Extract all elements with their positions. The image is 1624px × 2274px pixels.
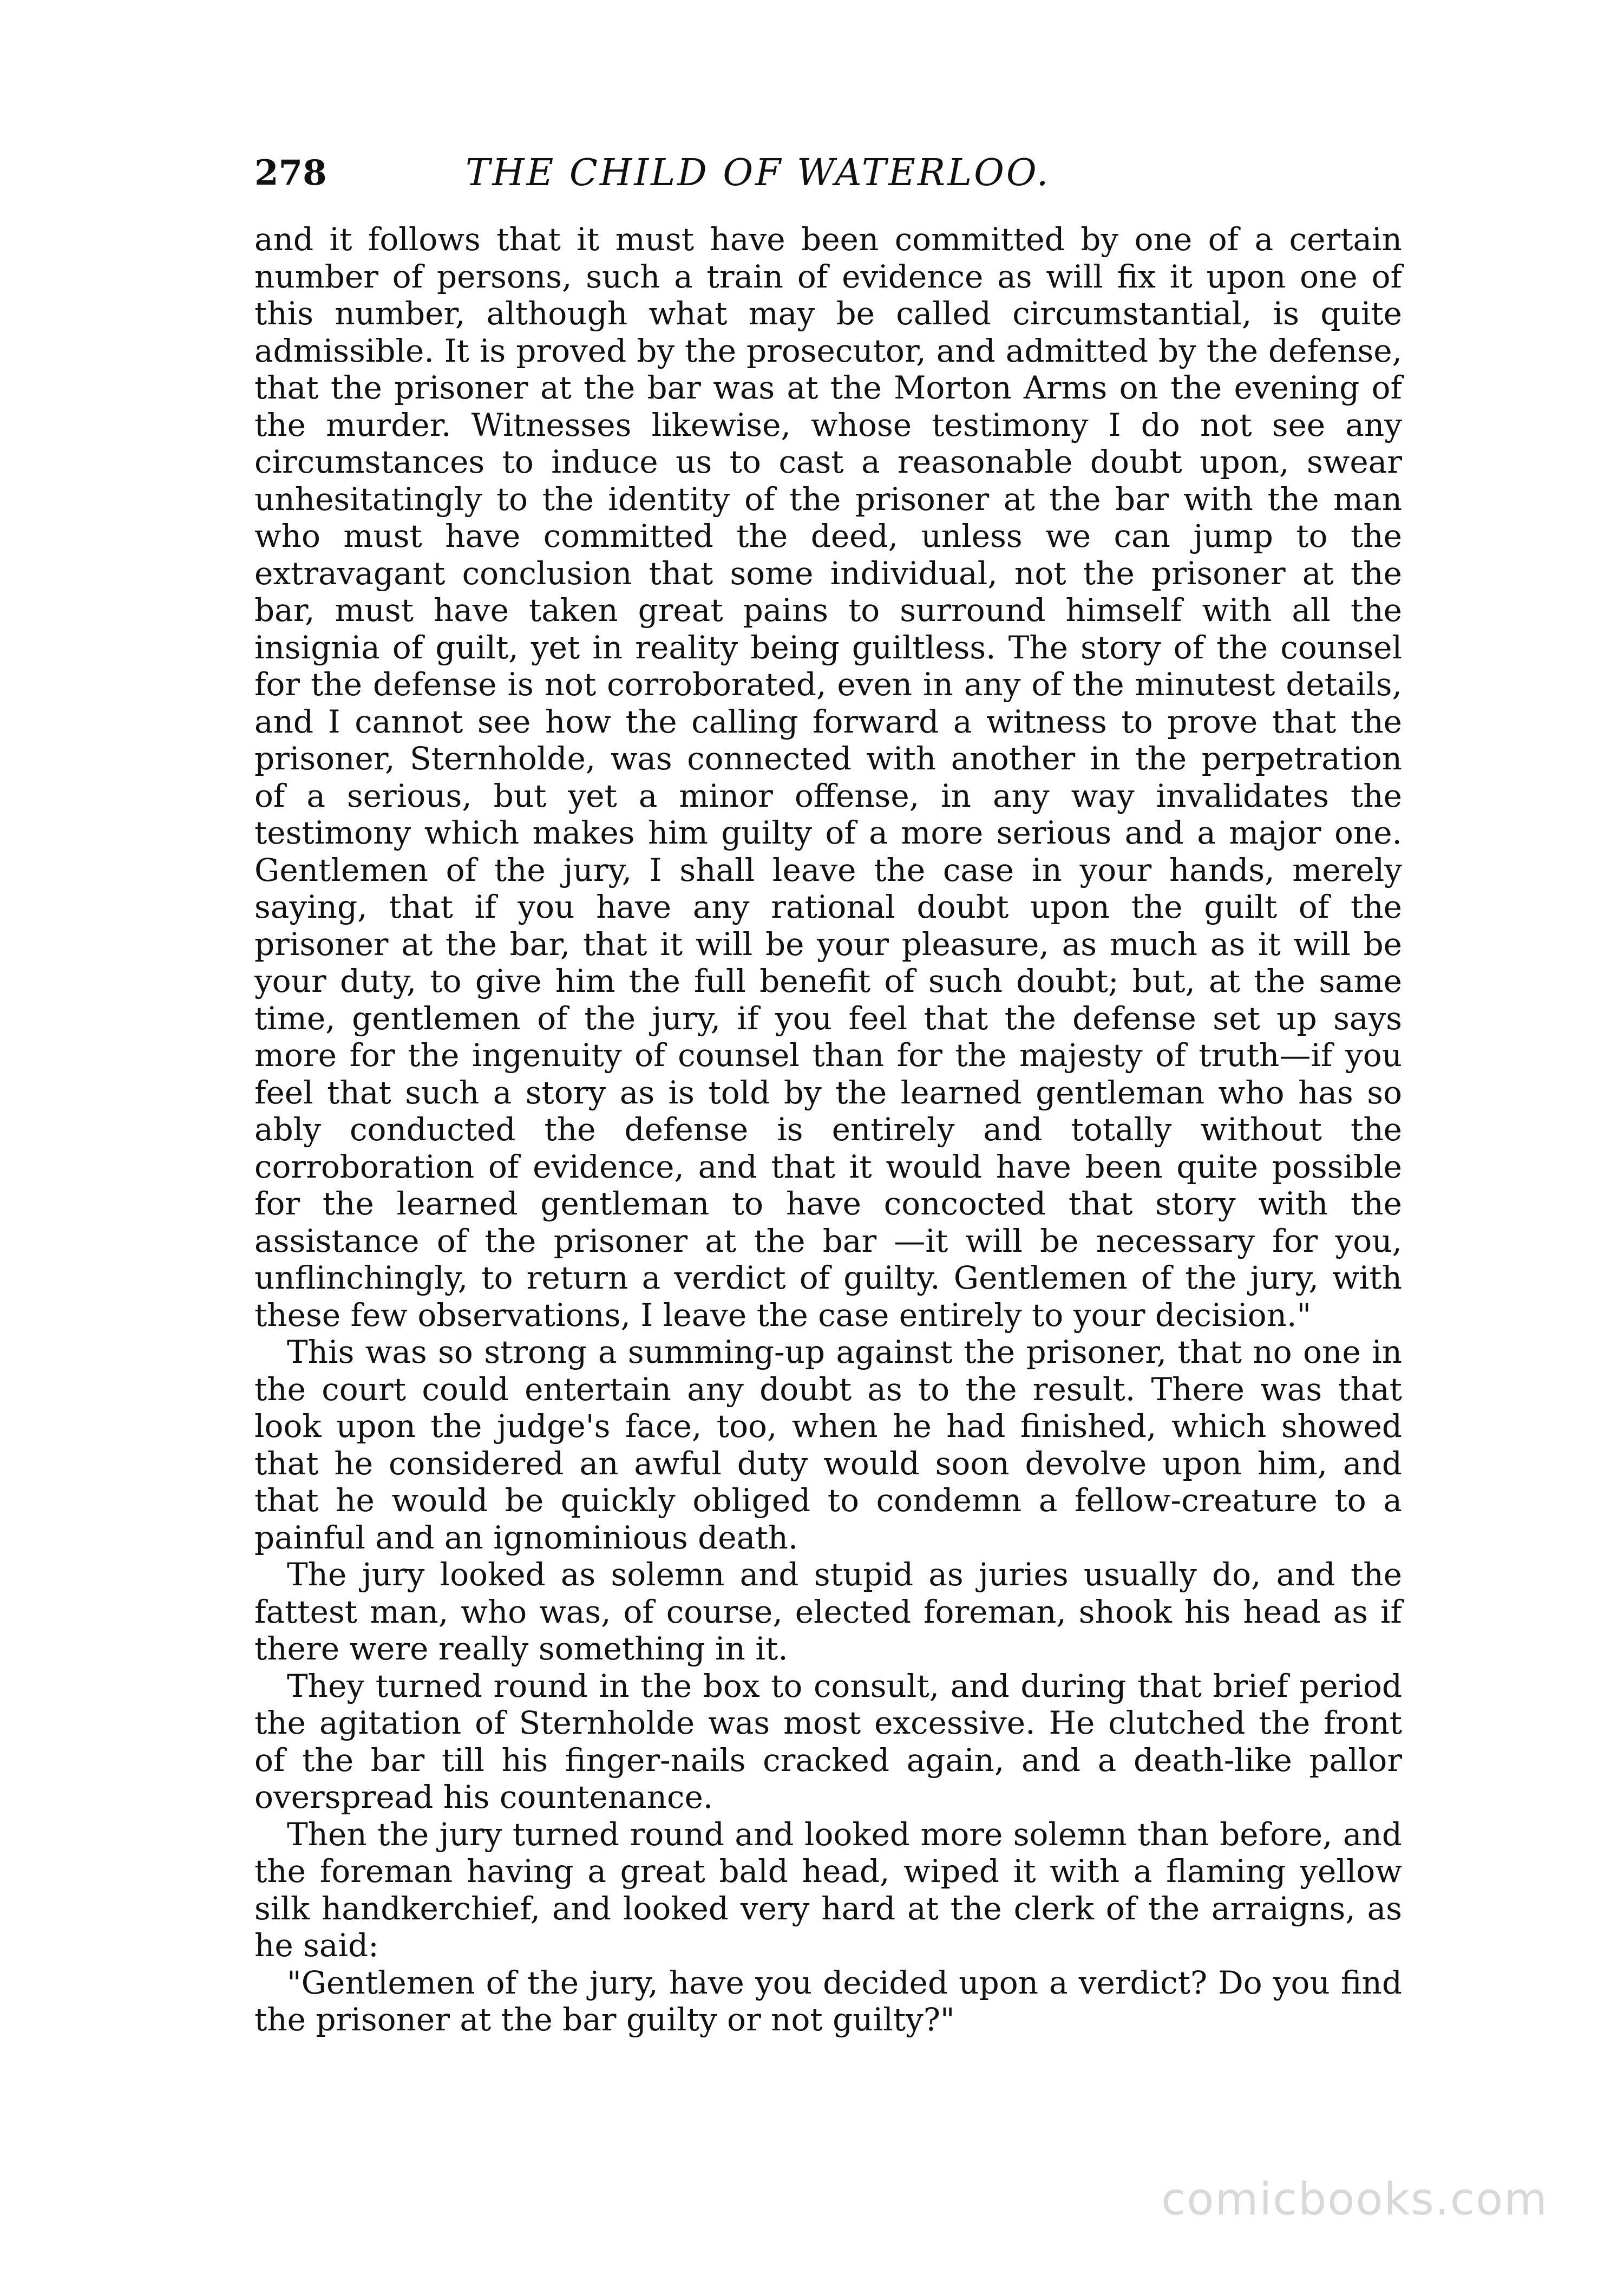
paragraph-jury-consult: They turned round in the box to consult, and during that brief period the agitation of Sternholde was most excessive. He clutched the front of the bar till his finger-nails cracked again, and a death-like pallor overspread his countenance. — [254, 1667, 1402, 1815]
paragraph-judge-summing-up: and it follows that it must have been committed by one of a certain number of persons, such a train of evidence as will fix it upon one of this number, although what may be called circumstantial, is quite admissible. It is proved by the prosecutor, and admitted by the defense, that the prisoner at the bar was at the Morton Arms on the evening of the murder. Witnesses likewise, whose testimony I do not see any circumstances to induce us to cast a reasonable doubt upon, swear unhesitatingly to the identity of the prisoner at the bar with the man who must have committed the deed, unless we can jump to the extravagant conclusion that some individual, not the prisoner at the bar, must have taken great pains to surround himself with all the insignia of guilt, yet in reality being guiltless. The story of the counsel for the defense is not corroborated, even in any of the minutest details, and I cannot see how the calling forward a witness to prove that the prisoner, Sternholde, was connected with another in the perpetration of a serious, but yet a minor offense, in any way invalidates the testimony which makes him guilty of a more serious and a major one. Gentlemen of the jury, I shall leave the case in your hands, merely saying, that if you have any rational doubt upon the guilt of the prisoner at the bar, that it will be your pleasure, as much as it will be your duty, to give him the full benefit of such doubt; but, at the same time, gentlemen of the jury, if you feel that the defense set up says more for the ingenuity of counsel than for the majesty of truth—if you feel that such a story as is told by the learned gentleman who has so ably conducted the defense is entirely and totally without the corroboration of evidence, and that it would have been quite possible for the learned gentleman to have concocted that story with the assistance of the prisoner at the bar —it will be necessary for you, unflinchingly, to return a verdict of guilty. Gentlemen of the jury, with these few observations, I leave the case entirely to your decision." — [254, 221, 1402, 1334]
text-body — [254, 221, 1402, 2038]
book-title: THE CHILD OF WATERLOO. — [466, 152, 1051, 194]
paragraph-summing-up-reaction: This was so strong a summing-up against the prisoner, that no one in the court could entertain any doubt as to the result. There was that look upon the judge's face, too, when he had finished, which showed that he considered an awful duty would soon devolve upon him, and that he would be quickly obliged to condemn a fellow-creature to a painful and an ignominious death. — [254, 1334, 1402, 1556]
page-number: 278 — [254, 153, 327, 193]
book-page — [254, 146, 1402, 2149]
running-head — [254, 146, 1402, 211]
paragraph-jury-return: Then the jury turned round and looked more solemn than before, and the foreman having a great bald head, wiped it with a flaming yellow silk handkerchief, and looked very hard at the clerk of the arraigns, as he said: — [254, 1815, 1402, 1964]
watermark: comicbooks.com — [1161, 2174, 1548, 2225]
paragraph-jury-foreman: The jury looked as solemn and stupid as juries usually do, and the fattest man, who was, of course, elected foreman, shook his head as if there were really something in it. — [254, 1556, 1402, 1667]
paragraph-verdict-question: "Gentlemen of the jury, have you decided upon a verdict? Do you find the prisoner at the bar guilty or not guilty?" — [254, 1964, 1402, 2038]
